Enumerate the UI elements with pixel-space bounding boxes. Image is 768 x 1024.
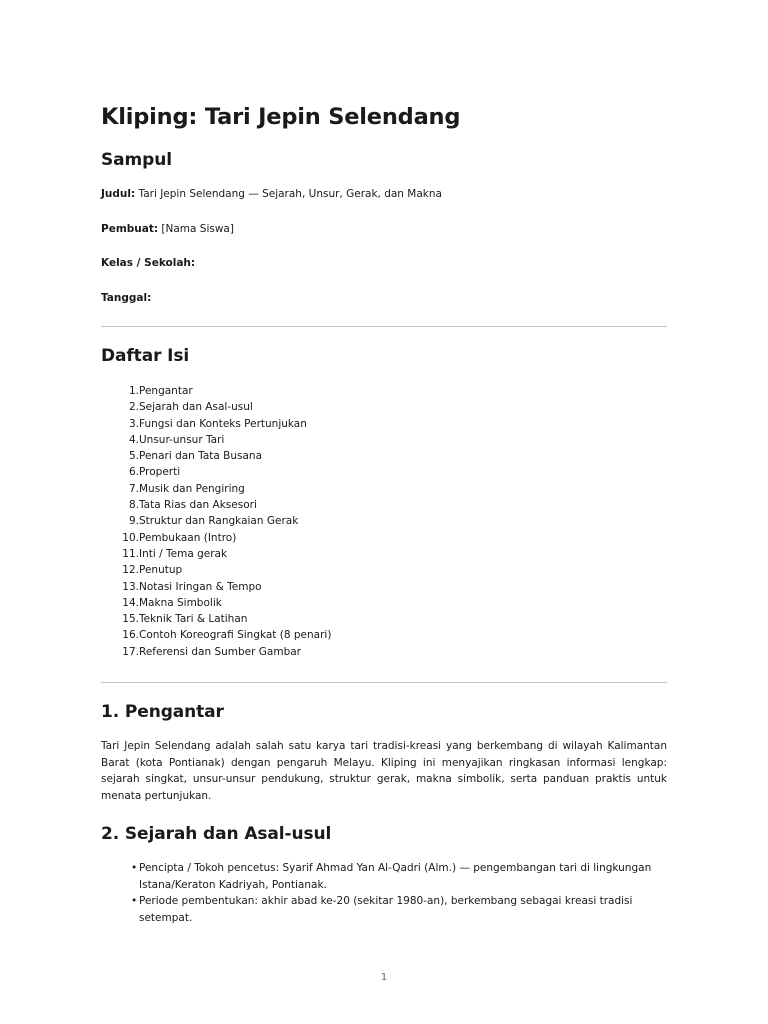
toc-item-number: 5. bbox=[128, 450, 139, 463]
divider bbox=[101, 326, 667, 327]
cover-field-title bbox=[101, 188, 442, 200]
history-bullet-list bbox=[131, 860, 661, 926]
toc-item-number: 13. bbox=[122, 580, 139, 593]
bullet-icon: • bbox=[131, 895, 138, 907]
toc-item-text: Inti / Tema gerak bbox=[139, 547, 228, 560]
cover-field-date bbox=[101, 292, 151, 304]
list-item bbox=[131, 893, 661, 926]
toc-item-text: Contoh Koreografi Singkat (8 penari) bbox=[139, 629, 332, 642]
toc-item-number: 10. bbox=[122, 531, 139, 544]
toc-item-number: 1. bbox=[128, 385, 139, 397]
field-label: Tanggal: bbox=[101, 292, 152, 304]
toc-item-number: 3. bbox=[128, 417, 139, 430]
toc-item-text: Penutup bbox=[139, 564, 183, 577]
toc-item-text: Properti bbox=[139, 466, 181, 479]
toc-item-number: 8. bbox=[128, 499, 139, 512]
cover-heading: Sampul bbox=[101, 150, 172, 170]
toc-item-number: 15. bbox=[122, 613, 139, 626]
list-item-text: Periode pembentukan: akhir abad ke-20 (sekitar 1980-an), berkembang sebagai kreasi tradisi setempat. bbox=[139, 895, 633, 924]
toc-item-text: Makna Simbolik bbox=[139, 596, 222, 609]
toc-item-number: 4. bbox=[128, 433, 139, 446]
toc-item-number: 9. bbox=[128, 515, 139, 528]
toc-item-text: Teknik Tari & Latihan bbox=[139, 613, 248, 626]
toc-item-text: Referensi dan Sumber Gambar bbox=[139, 645, 302, 658]
toc-item-number: 17. bbox=[122, 645, 139, 658]
toc-item-text: Musik dan Pengiring bbox=[139, 482, 245, 495]
field-value: Tari Jepin Selendang — Sejarah, Unsur, Gerak, dan Makna bbox=[138, 188, 442, 200]
toc-item-number: 2. bbox=[128, 401, 139, 414]
toc-item-text: Pengantar bbox=[139, 385, 193, 397]
section-heading-history: 2. Sejarah dan Asal-usul bbox=[101, 824, 332, 844]
page-number: 1 bbox=[380, 972, 388, 983]
divider bbox=[101, 682, 667, 683]
toc-item-text: Sejarah dan Asal-usul bbox=[139, 401, 253, 414]
section-heading-introduction: 1. Pengantar bbox=[101, 702, 224, 722]
cover-field-class bbox=[101, 257, 195, 269]
field-value: [Nama Siswa] bbox=[161, 223, 234, 235]
toc-item-number: 11. bbox=[122, 547, 139, 560]
toc-item-number: 12. bbox=[122, 564, 139, 577]
toc-item-text: Notasi Iringan & Tempo bbox=[139, 580, 262, 593]
introduction-paragraph: Tari Jepin Selendang adalah salah satu karya tari tradisi-kreasi yang berkembang di wilayah Kalimantan Barat (kota Pontianak) dengan pengaruh Melayu. Kliping ini menyajikan ringkasan informasi lengkap: sejarah singkat, unsur-unsur pendukung, struktur gerak, makna simbolik, serta panduan praktis untuk menata pertunjukan. bbox=[101, 740, 667, 802]
toc-item-number: 16. bbox=[122, 629, 139, 642]
field-label: Kelas / Sekolah: bbox=[101, 257, 196, 269]
toc-heading: Daftar Isi bbox=[101, 346, 190, 366]
toc-item-number: 7. bbox=[128, 482, 139, 495]
list-item bbox=[131, 860, 661, 893]
toc-item-text: Struktur dan Rangkaian Gerak bbox=[139, 515, 299, 528]
toc-item-text: Pembukaan (Intro) bbox=[139, 531, 237, 544]
bullet-icon: • bbox=[131, 862, 138, 874]
field-label: Judul: bbox=[101, 188, 136, 200]
toc-item-number: 14. bbox=[122, 596, 139, 609]
toc-item-text: Fungsi dan Konteks Pertunjukan bbox=[139, 417, 307, 430]
field-label: Pembuat: bbox=[101, 223, 159, 235]
toc-item-text: Penari dan Tata Busana bbox=[139, 450, 263, 463]
document-title: Kliping: Tari Jepin Selendang bbox=[101, 104, 461, 130]
list-item-text: Pencipta / Tokoh pencetus: Syarif Ahmad Yan Al-Qadri (Alm.) — pengembangan tari di lingkungan Istana/Keraton Kadriyah, Pontianak. bbox=[139, 862, 652, 891]
cover-field-author bbox=[101, 223, 234, 235]
toc-item-text: Unsur-unsur Tari bbox=[139, 433, 225, 446]
toc-item-text: Tata Rias dan Aksesori bbox=[139, 499, 257, 512]
toc-item-number: 6. bbox=[128, 466, 139, 479]
